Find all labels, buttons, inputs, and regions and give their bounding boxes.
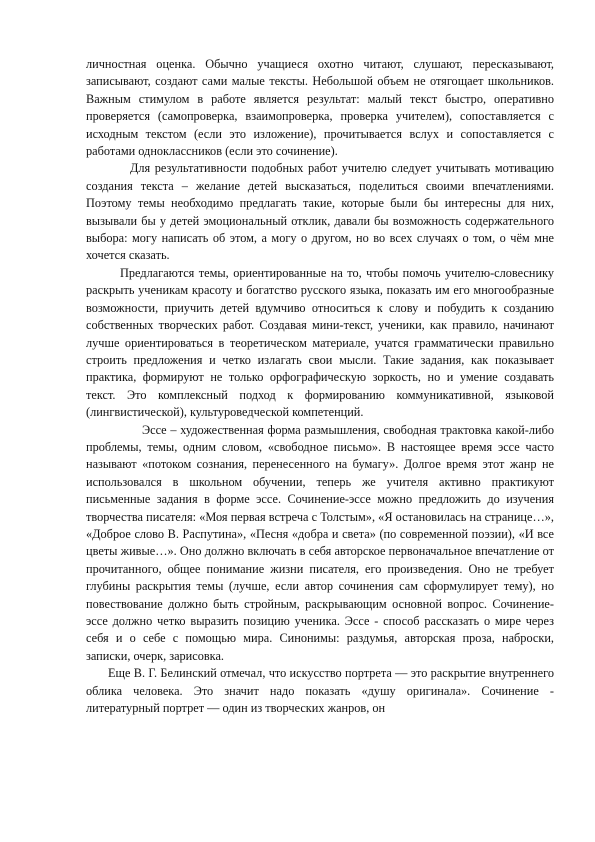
paragraph-5: Еще В. Г. Белинский отмечал, что искусство портрета — это раскрытие внутреннего облика человека. Это значит надо показать «душу оригинала». Сочинение - литературный портрет — один из творческих жанров, он bbox=[86, 666, 554, 716]
paragraph-1: личностная оценка. Обычно учащиеся охотно читают, слушают, пересказывают, записывают, создают сами малые тексты. Небольшой объем не отягощает школьников. Важным стимулом в работе является результат: малый текст быстро, оперативно проверяется (самопроверка, взаимопроверка, проверка учителем), сопоставляется с исходным текстом (если это изложение), прочитывается вслух и сопоставляется с работами одноклассников (если это сочинение). bbox=[86, 57, 554, 159]
paragraph-2: Для результативности подобных работ учителю следует учитывать мотивацию создания текста – желание детей высказаться, поделиться своими впечатлениями. Поэтому темы необходимо предлагать такие, которые были бы интересны для них, вызывали бы у детей эмоциональный отклик, давали бы возможность содержательного выбора: могу написать об этом, а могу о другом, но во всех случаях о том, о чём мне хочется сказать. bbox=[86, 161, 554, 263]
paragraph-4: Эссе – художественная форма размышления, свободная трактовка какой-либо проблемы, темы, одним словом, «свободное письмо». В настоящее время эссе часто называют «потоком сознания, перенесенного на бумагу». Долгое время этот жанр не использовался в школьном обучении, теперь же учителя активно практикуют письменные задания в форме эссе. Сочинение-эссе можно предложить до изучения творчества писателя: «Моя первая встреча с Толстым», «Я остановилась на странице…», «Доброе слово В. Распутина», «Песня «добра и света» (по современной поэзии), «И все цветы живые…». Оно должно включать в себя авторское первоначальное впечатление от прочитанного, общее понимание жизни писателя, его произведения. Оно не требует глубины раскрытия темы (лучше, если автор сочинения сам сформулирует тему), но повествование должно быть стройным, раскрывающим основной вопрос. Сочинение-эссе должно четко выразить позицию ученика. Эссе - способ рассказать о мире через себя и о себе с помощью мира. Синонимы: раздумья, авторская проза, наброски, записки, очерк, зарисовка. bbox=[86, 422, 554, 663]
document-page bbox=[86, 56, 554, 717]
paragraph-3: Предлагаются темы, ориентированные на то, чтобы помочь учителю-словеснику раскрыть ученикам красоту и богатство русского языка, показать им его многообразные возможности, приучить детей вдумчиво относиться к слову и побудить к созданию собственных творческих работ. Создавая мини-текст, ученики, как правило, начинают лучше ориентироваться в теоретическом материале, учатся грамматически правильно строить предложения и четко излагать свои мысли. Такие задания, как показывает практика, формируют не только орфографическую зоркость, но и умение создавать текст. Это комплексный подход к формированию коммуникативной, языковой (лингвистической), культуроведческой компетенций. bbox=[86, 265, 554, 420]
